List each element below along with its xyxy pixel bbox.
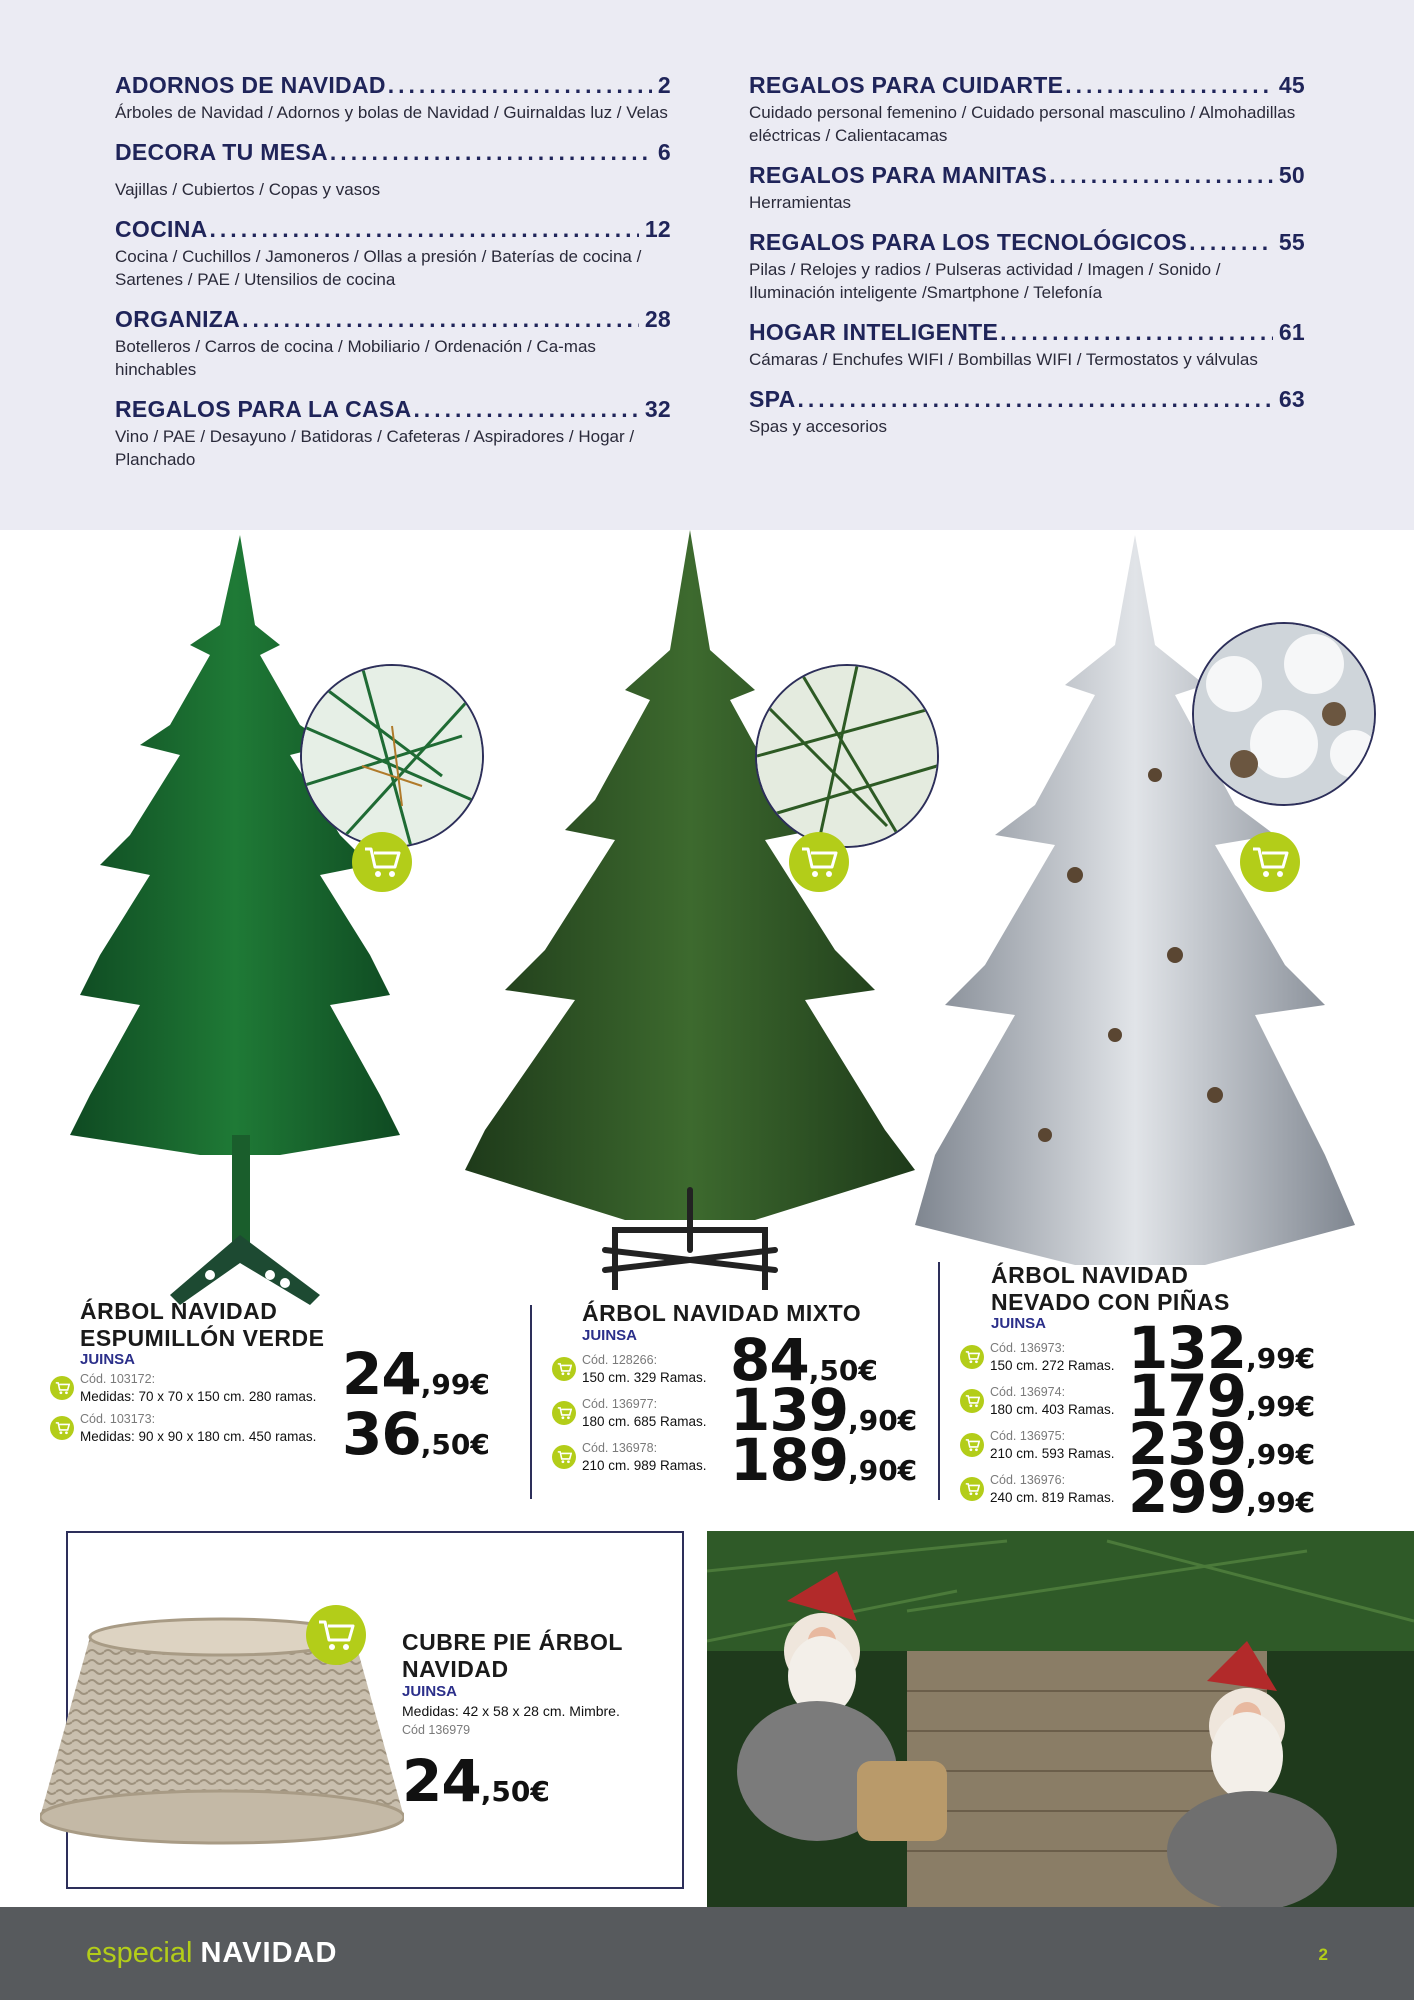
toc-entry-page: 61 bbox=[1278, 319, 1305, 345]
product-variant-desc: Medidas: 42 x 58 x 28 cm. Mimbre. bbox=[402, 1703, 620, 1719]
product-title bbox=[582, 1300, 861, 1327]
footer-brand-especial: especial bbox=[86, 1937, 193, 1969]
branch-detail-image bbox=[1194, 624, 1376, 806]
detail-zoom-circle bbox=[300, 664, 484, 848]
footer bbox=[0, 1907, 1414, 2000]
price-integer: 179 bbox=[1128, 1362, 1247, 1430]
toc-entry-subtitle: Botelleros / Carros de cocina / Mobiliario / Ordenación / Ca-mas hinchables bbox=[115, 337, 596, 379]
branch-detail-image bbox=[757, 666, 939, 848]
product-variant-desc: 180 cm. 403 Ramas. bbox=[990, 1402, 1115, 1417]
product-brand: JUINSA bbox=[991, 1315, 1047, 1332]
toc-entry-page: 63 bbox=[1278, 386, 1305, 412]
toc-entry[interactable] bbox=[115, 139, 671, 201]
toc-entry-subtitle: Árboles de Navidad / Adornos y bolas de Navidad / Guirnaldas luz / Velas bbox=[115, 103, 668, 122]
product-brand: JUINSA bbox=[582, 1327, 638, 1344]
toc-entry-subtitle: Vino / PAE / Desayuno / Batidoras / Cafeteras / Aspiradores / Hogar / Planchado bbox=[115, 427, 635, 469]
toc-entry-title: COCINA bbox=[115, 216, 208, 242]
product-title bbox=[402, 1629, 623, 1683]
add-to-cart-button[interactable] bbox=[552, 1357, 576, 1381]
toc-entry[interactable] bbox=[749, 72, 1305, 147]
product-image-tree-mixto bbox=[465, 530, 915, 1290]
toc-entry[interactable] bbox=[749, 162, 1305, 214]
toc-entry-page: 28 bbox=[644, 306, 671, 332]
product-variant bbox=[552, 1352, 707, 1386]
santa-scene-image bbox=[707, 1531, 1414, 1907]
toc-entry[interactable] bbox=[749, 229, 1305, 304]
toc-entry[interactable] bbox=[115, 216, 671, 291]
shopping-cart-icon bbox=[317, 1618, 355, 1652]
toc-entry-subtitle: Cámaras / Enchufes WIFI / Bombillas WIFI / Termostatos y válvulas bbox=[749, 350, 1258, 369]
product-title-line: NAVIDAD bbox=[402, 1656, 509, 1682]
price-decimal: ,50€ bbox=[480, 1775, 550, 1808]
price-integer: 24 bbox=[342, 1340, 421, 1408]
price-decimal: ,50€ bbox=[808, 1354, 878, 1387]
price-decimal: ,99€ bbox=[1246, 1342, 1316, 1375]
product-variant-desc: Medidas: 90 x 90 x 180 cm. 450 ramas. bbox=[80, 1429, 317, 1444]
price bbox=[730, 1426, 917, 1494]
detail-zoom-circle bbox=[1192, 622, 1376, 806]
product-image-tree-green bbox=[70, 535, 410, 1305]
toc-entry-page: 6 bbox=[657, 139, 671, 165]
product-code: Cód. 136977: bbox=[582, 1397, 658, 1411]
toc-leader bbox=[242, 306, 639, 333]
add-to-cart-button[interactable] bbox=[50, 1376, 74, 1400]
price bbox=[402, 1747, 550, 1815]
toc-leader bbox=[388, 72, 652, 99]
toc-entry-title: REGALOS PARA CUIDARTE bbox=[749, 72, 1064, 98]
shopping-cart-icon bbox=[55, 1381, 70, 1395]
price-decimal: ,99€ bbox=[1246, 1438, 1316, 1471]
toc-entry-title: ORGANIZA bbox=[115, 306, 241, 332]
product-variant-desc: 150 cm. 329 Ramas. bbox=[582, 1370, 707, 1385]
shopping-cart-icon bbox=[557, 1450, 572, 1464]
price bbox=[1128, 1458, 1315, 1526]
shopping-cart-icon bbox=[557, 1406, 572, 1420]
product-title bbox=[991, 1262, 1230, 1316]
toc-entry-page: 45 bbox=[1278, 72, 1305, 98]
toc-leader bbox=[210, 216, 639, 243]
price-decimal: ,99€ bbox=[1246, 1486, 1316, 1519]
product-variant bbox=[552, 1396, 707, 1430]
add-to-cart-button[interactable] bbox=[552, 1445, 576, 1469]
toc-entry-page: 32 bbox=[644, 396, 671, 422]
toc-leader bbox=[1049, 162, 1273, 189]
shopping-cart-icon bbox=[965, 1350, 980, 1364]
price-integer: 84 bbox=[730, 1326, 809, 1394]
divider bbox=[938, 1262, 940, 1500]
product-variant bbox=[960, 1428, 1115, 1462]
add-to-cart-button[interactable] bbox=[306, 1605, 366, 1665]
divider bbox=[530, 1305, 532, 1499]
shopping-cart-icon bbox=[800, 845, 838, 879]
toc-column-left bbox=[115, 72, 671, 486]
product-variant bbox=[960, 1472, 1115, 1506]
product-variant-desc: 210 cm. 989 Ramas. bbox=[582, 1458, 707, 1473]
toc-entry-title: REGALOS PARA LA CASA bbox=[115, 396, 412, 422]
product-variant-desc: 180 cm. 685 Ramas. bbox=[582, 1414, 707, 1429]
toc-leader bbox=[1189, 229, 1273, 256]
footer-brand-navidad: NAVIDAD bbox=[200, 1937, 338, 1969]
price-decimal: ,50€ bbox=[420, 1428, 490, 1461]
price-integer: 24 bbox=[402, 1747, 481, 1815]
add-to-cart-button[interactable] bbox=[552, 1401, 576, 1425]
toc-entry[interactable] bbox=[115, 72, 671, 124]
product-variant bbox=[960, 1340, 1115, 1374]
toc-leader bbox=[798, 386, 1273, 413]
toc-entry[interactable] bbox=[115, 306, 671, 381]
toc-entry-subtitle: Cuidado personal femenino / Cuidado personal masculino / Almohadillas eléctricas / Calientacamas bbox=[749, 103, 1296, 145]
shopping-cart-icon bbox=[965, 1394, 980, 1408]
toc-column-right bbox=[749, 72, 1305, 453]
toc-entry-title: ADORNOS DE NAVIDAD bbox=[115, 72, 386, 98]
add-to-cart-button[interactable] bbox=[789, 832, 849, 892]
toc-entry-title: REGALOS PARA LOS TECNOLÓGICOS bbox=[749, 229, 1188, 255]
toc-entry-title: DECORA TU MESA bbox=[115, 139, 328, 165]
detail-zoom-circle bbox=[755, 664, 939, 848]
toc-entry-page: 12 bbox=[644, 216, 671, 242]
table-of-contents bbox=[0, 0, 1414, 530]
shopping-cart-icon bbox=[965, 1482, 980, 1496]
price-integer: 239 bbox=[1128, 1410, 1247, 1478]
toc-entry-title: SPA bbox=[749, 386, 796, 412]
product-card-basket bbox=[66, 1531, 684, 1889]
toc-entry-subtitle: Herramientas bbox=[749, 193, 852, 212]
toc-entry-title: REGALOS PARA MANITAS bbox=[749, 162, 1048, 188]
toc-entry-subtitle: Cocina / Cuchillos / Jamoneros / Ollas a presión / Baterías de cocina / Sartenes / PAE / Utensilios de cocina bbox=[115, 247, 642, 289]
toc-entry-page: 55 bbox=[1278, 229, 1305, 255]
toc-entry-page: 2 bbox=[657, 72, 671, 98]
product-brand: JUINSA bbox=[80, 1351, 136, 1368]
toc-leader bbox=[330, 139, 652, 166]
product-code: Cód 136979 bbox=[402, 1723, 471, 1737]
lifestyle-photo-santas bbox=[707, 1531, 1414, 1907]
product-variant bbox=[960, 1384, 1115, 1418]
product-variant bbox=[552, 1440, 707, 1474]
product-code: Cód. 136976: bbox=[990, 1473, 1066, 1487]
product-variant-desc: 210 cm. 593 Ramas. bbox=[990, 1446, 1115, 1461]
product-variant bbox=[50, 1411, 316, 1445]
product-brand: JUINSA bbox=[402, 1683, 458, 1700]
product-code: Cód. 136974: bbox=[990, 1385, 1066, 1399]
product-variant-desc: 240 cm. 819 Ramas. bbox=[990, 1490, 1115, 1505]
product-code: Cód. 103172: bbox=[80, 1372, 156, 1386]
shopping-cart-icon bbox=[965, 1438, 980, 1452]
toc-leader bbox=[1000, 319, 1273, 346]
price-decimal: ,99€ bbox=[1246, 1390, 1316, 1423]
product-code: Cód. 128266: bbox=[582, 1353, 658, 1367]
price bbox=[342, 1400, 490, 1468]
toc-leader bbox=[414, 396, 639, 423]
product-title-line: NEVADO CON PIÑAS bbox=[991, 1289, 1230, 1315]
toc-entry[interactable] bbox=[115, 396, 671, 471]
price-integer: 139 bbox=[730, 1376, 849, 1444]
price-integer: 299 bbox=[1128, 1458, 1247, 1526]
add-to-cart-button[interactable] bbox=[50, 1416, 74, 1440]
shopping-cart-icon bbox=[55, 1421, 70, 1435]
product-code: Cód. 136978: bbox=[582, 1441, 658, 1455]
add-to-cart-button[interactable] bbox=[960, 1389, 984, 1413]
product-title-line: CUBRE PIE ÁRBOL bbox=[402, 1629, 623, 1655]
product-title bbox=[80, 1298, 324, 1352]
price-integer: 189 bbox=[730, 1426, 849, 1494]
product-variant-desc: 150 cm. 272 Ramas. bbox=[990, 1358, 1115, 1373]
product-code: Cód. 136975: bbox=[990, 1429, 1066, 1443]
branch-detail-image bbox=[302, 666, 484, 848]
product-variant bbox=[50, 1371, 316, 1405]
footer-brand bbox=[86, 1937, 337, 1970]
toc-entry[interactable] bbox=[749, 319, 1305, 371]
price-decimal: ,99€ bbox=[420, 1368, 490, 1401]
page-number: 2 bbox=[1318, 1945, 1328, 1964]
product-code: Cód. 103173: bbox=[80, 1412, 156, 1426]
product-title-line: ÁRBOL NAVIDAD bbox=[80, 1298, 278, 1324]
product-title-line: ÁRBOL NAVIDAD bbox=[991, 1262, 1189, 1288]
add-to-cart-button[interactable] bbox=[960, 1477, 984, 1501]
add-to-cart-button[interactable] bbox=[960, 1433, 984, 1457]
add-to-cart-button[interactable] bbox=[1240, 832, 1300, 892]
price-integer: 132 bbox=[1128, 1314, 1247, 1382]
price-integer: 36 bbox=[342, 1400, 421, 1468]
toc-leader bbox=[1065, 72, 1273, 99]
toc-entry-page: 50 bbox=[1278, 162, 1305, 188]
shopping-cart-icon bbox=[1251, 845, 1289, 879]
price bbox=[342, 1340, 490, 1408]
shopping-cart-icon bbox=[557, 1362, 572, 1376]
product-title-line: ESPUMILLÓN VERDE bbox=[80, 1325, 325, 1351]
toc-entry[interactable] bbox=[749, 386, 1305, 438]
add-to-cart-button[interactable] bbox=[352, 832, 412, 892]
add-to-cart-button[interactable] bbox=[960, 1345, 984, 1369]
price-decimal: ,90€ bbox=[848, 1404, 918, 1437]
shopping-cart-icon bbox=[363, 845, 401, 879]
product-variant-desc: Medidas: 70 x 70 x 150 cm. 280 ramas. bbox=[80, 1389, 317, 1404]
product-title-line: ÁRBOL NAVIDAD MIXTO bbox=[582, 1300, 862, 1326]
toc-entry-title: HOGAR INTELIGENTE bbox=[749, 319, 999, 345]
toc-entry-subtitle: Spas y accesorios bbox=[749, 417, 887, 436]
toc-entry-subtitle: Pilas / Relojes y radios / Pulseras actividad / Imagen / Sonido / Iluminación inteligente /Smartphone / Telefonía bbox=[749, 260, 1221, 302]
product-code: Cód. 136973: bbox=[990, 1341, 1066, 1355]
price-decimal: ,90€ bbox=[848, 1454, 918, 1487]
toc-entry-subtitle: Vajillas / Cubiertos / Copas y vasos bbox=[115, 180, 381, 199]
